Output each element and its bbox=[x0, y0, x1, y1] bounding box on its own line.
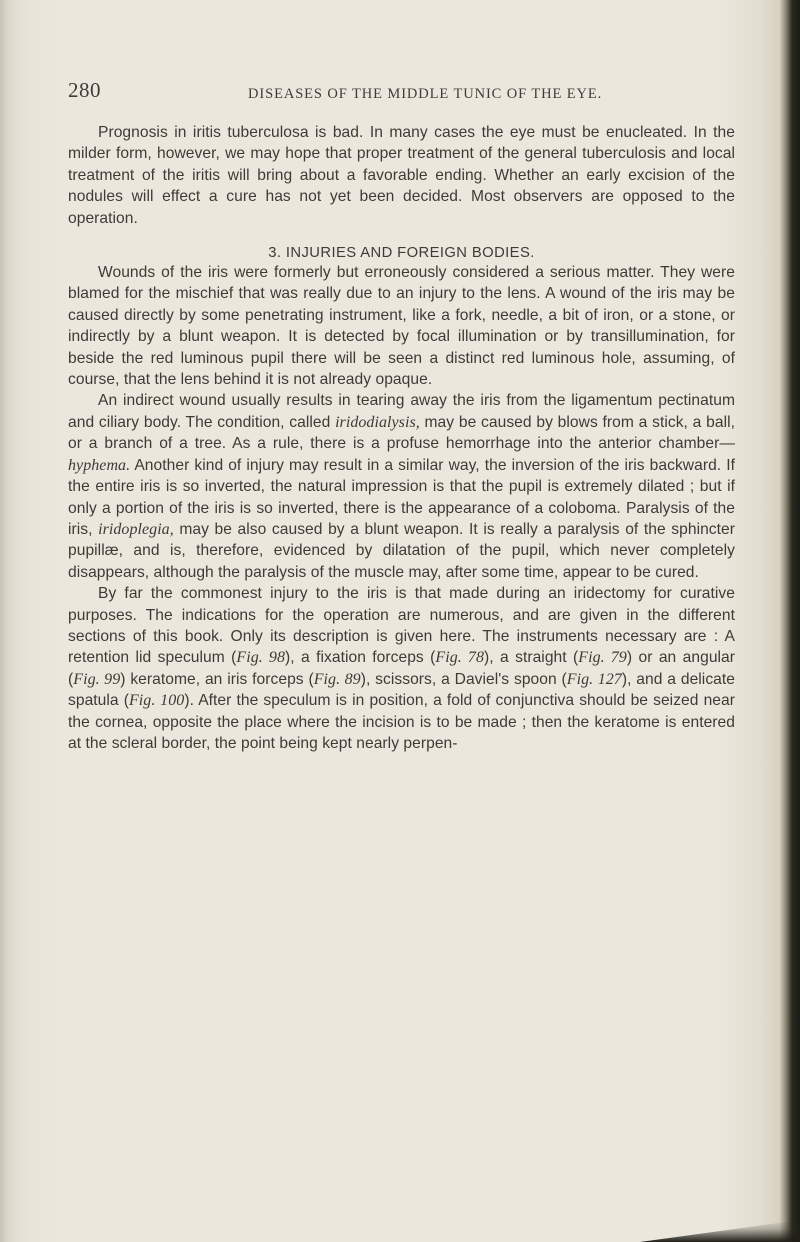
section-heading: 3. INJURIES AND FOREIGN BODIES. bbox=[268, 245, 535, 262]
text-run: ) or an angular ( bbox=[68, 649, 736, 688]
text-run: may be caused by blows from a stick, a ball, or a branch of a tree. As a rule, there is a profuse hemorrhage into the anterior chamber— bbox=[68, 413, 735, 453]
text-run: Another kind of injury may result in a similar way, the inversion of the iris backward. If the entire iris is so inverted, the natural impression is that the pupil is extremely dilated ; but if only a portion of the iris is so inverted, there is the appearance of a coloboma. Paralysis of the iris, bbox=[68, 456, 735, 538]
figure-reference: Fig. 99 bbox=[73, 670, 121, 688]
page-number: 280 bbox=[68, 78, 101, 102]
figure-reference: Fig. 127 bbox=[566, 670, 622, 688]
term-hyphema: hyphema. bbox=[68, 456, 131, 474]
figure-reference: Fig. 78 bbox=[435, 649, 484, 667]
binding-shadow bbox=[0, 0, 14, 1242]
text-run: An indirect wound usually results in tearing away the iris from the ligamentum pectinatum and ciliary body. The condition, called bbox=[68, 392, 735, 431]
text-run: ) keratome, an iris forceps ( bbox=[120, 670, 314, 688]
figure-reference: Fig. 100 bbox=[128, 692, 185, 710]
text-run: ), and a delicate spatula ( bbox=[68, 670, 735, 710]
text-run: By far the commonest injury to the iris is that made during an iridectomy for curative purposes. The indications for the operation are numerous, and are given in the different sections of this book. Only its description is given here. The instruments necessary are : A retention lid speculum ( bbox=[68, 585, 735, 667]
paragraph-wounds: Wounds of the iris were formerly but erroneously considered a serious matter. They were blamed for the mischief that was really due to an injury to the lens. A wound of the iris may be caused directly by some penetrating instrument, like a fork, needle, a bit of iron, or a stone, or indirectly by a blunt weapon. It is detected by focal illumination or by transillumination, for beside the red luminous pupil there will be seen a distinct red luminous hole, assuming, of course, that the lens behind it is not already opaque. bbox=[68, 264, 735, 389]
figure-reference: Fig. 89 bbox=[313, 670, 361, 688]
text-run: may be also caused by a blunt weapon. It is really a paralysis of the sphincter pupillæ, and is, therefore, evidenced by dilatation of the pupil, which never completely disappears, although the paralysis of the muscle may, after some time, appear to be cured. bbox=[68, 520, 735, 581]
text-run: ). After the speculum is in position, a fold of conjunctiva should be seized near the cornea, opposite the place where the incision is to be made ; then the keratome is entered at the scleral border, the point being kept nearly perpen- bbox=[68, 692, 735, 752]
running-head bbox=[68, 78, 736, 112]
running-head-title: DISEASES OF THE MIDDLE TUNIC OF THE EYE. bbox=[248, 86, 603, 102]
paragraph-prognosis: Prognosis in iritis tuberculosa is bad. In many cases the eye must be enucleated. In the milder form, however, we may hope that proper treatment of the general tuberculosis and local treatment of the iritis will bring about a favorable ending. Whether an early excision of the nodules will effect a cure has not yet been decided. Most observers are opposed to the operation. bbox=[68, 124, 735, 227]
page-edge bbox=[780, 0, 800, 1242]
figure-reference: Fig. 98 bbox=[236, 649, 285, 667]
text-run: ), scissors, a Daviel's spoon ( bbox=[360, 670, 567, 688]
paragraph-indirect-wound bbox=[68, 390, 735, 583]
paragraph-iridectomy bbox=[68, 583, 735, 754]
text-run: ), a fixation forceps ( bbox=[285, 649, 436, 667]
term-iridodialysis: iridodialysis, bbox=[335, 413, 420, 431]
figure-reference: Fig. 79 bbox=[578, 649, 627, 667]
page-body bbox=[68, 122, 735, 754]
text-run: ), a straight ( bbox=[484, 649, 579, 667]
term-iridoplegia: iridoplegia, bbox=[98, 520, 174, 538]
